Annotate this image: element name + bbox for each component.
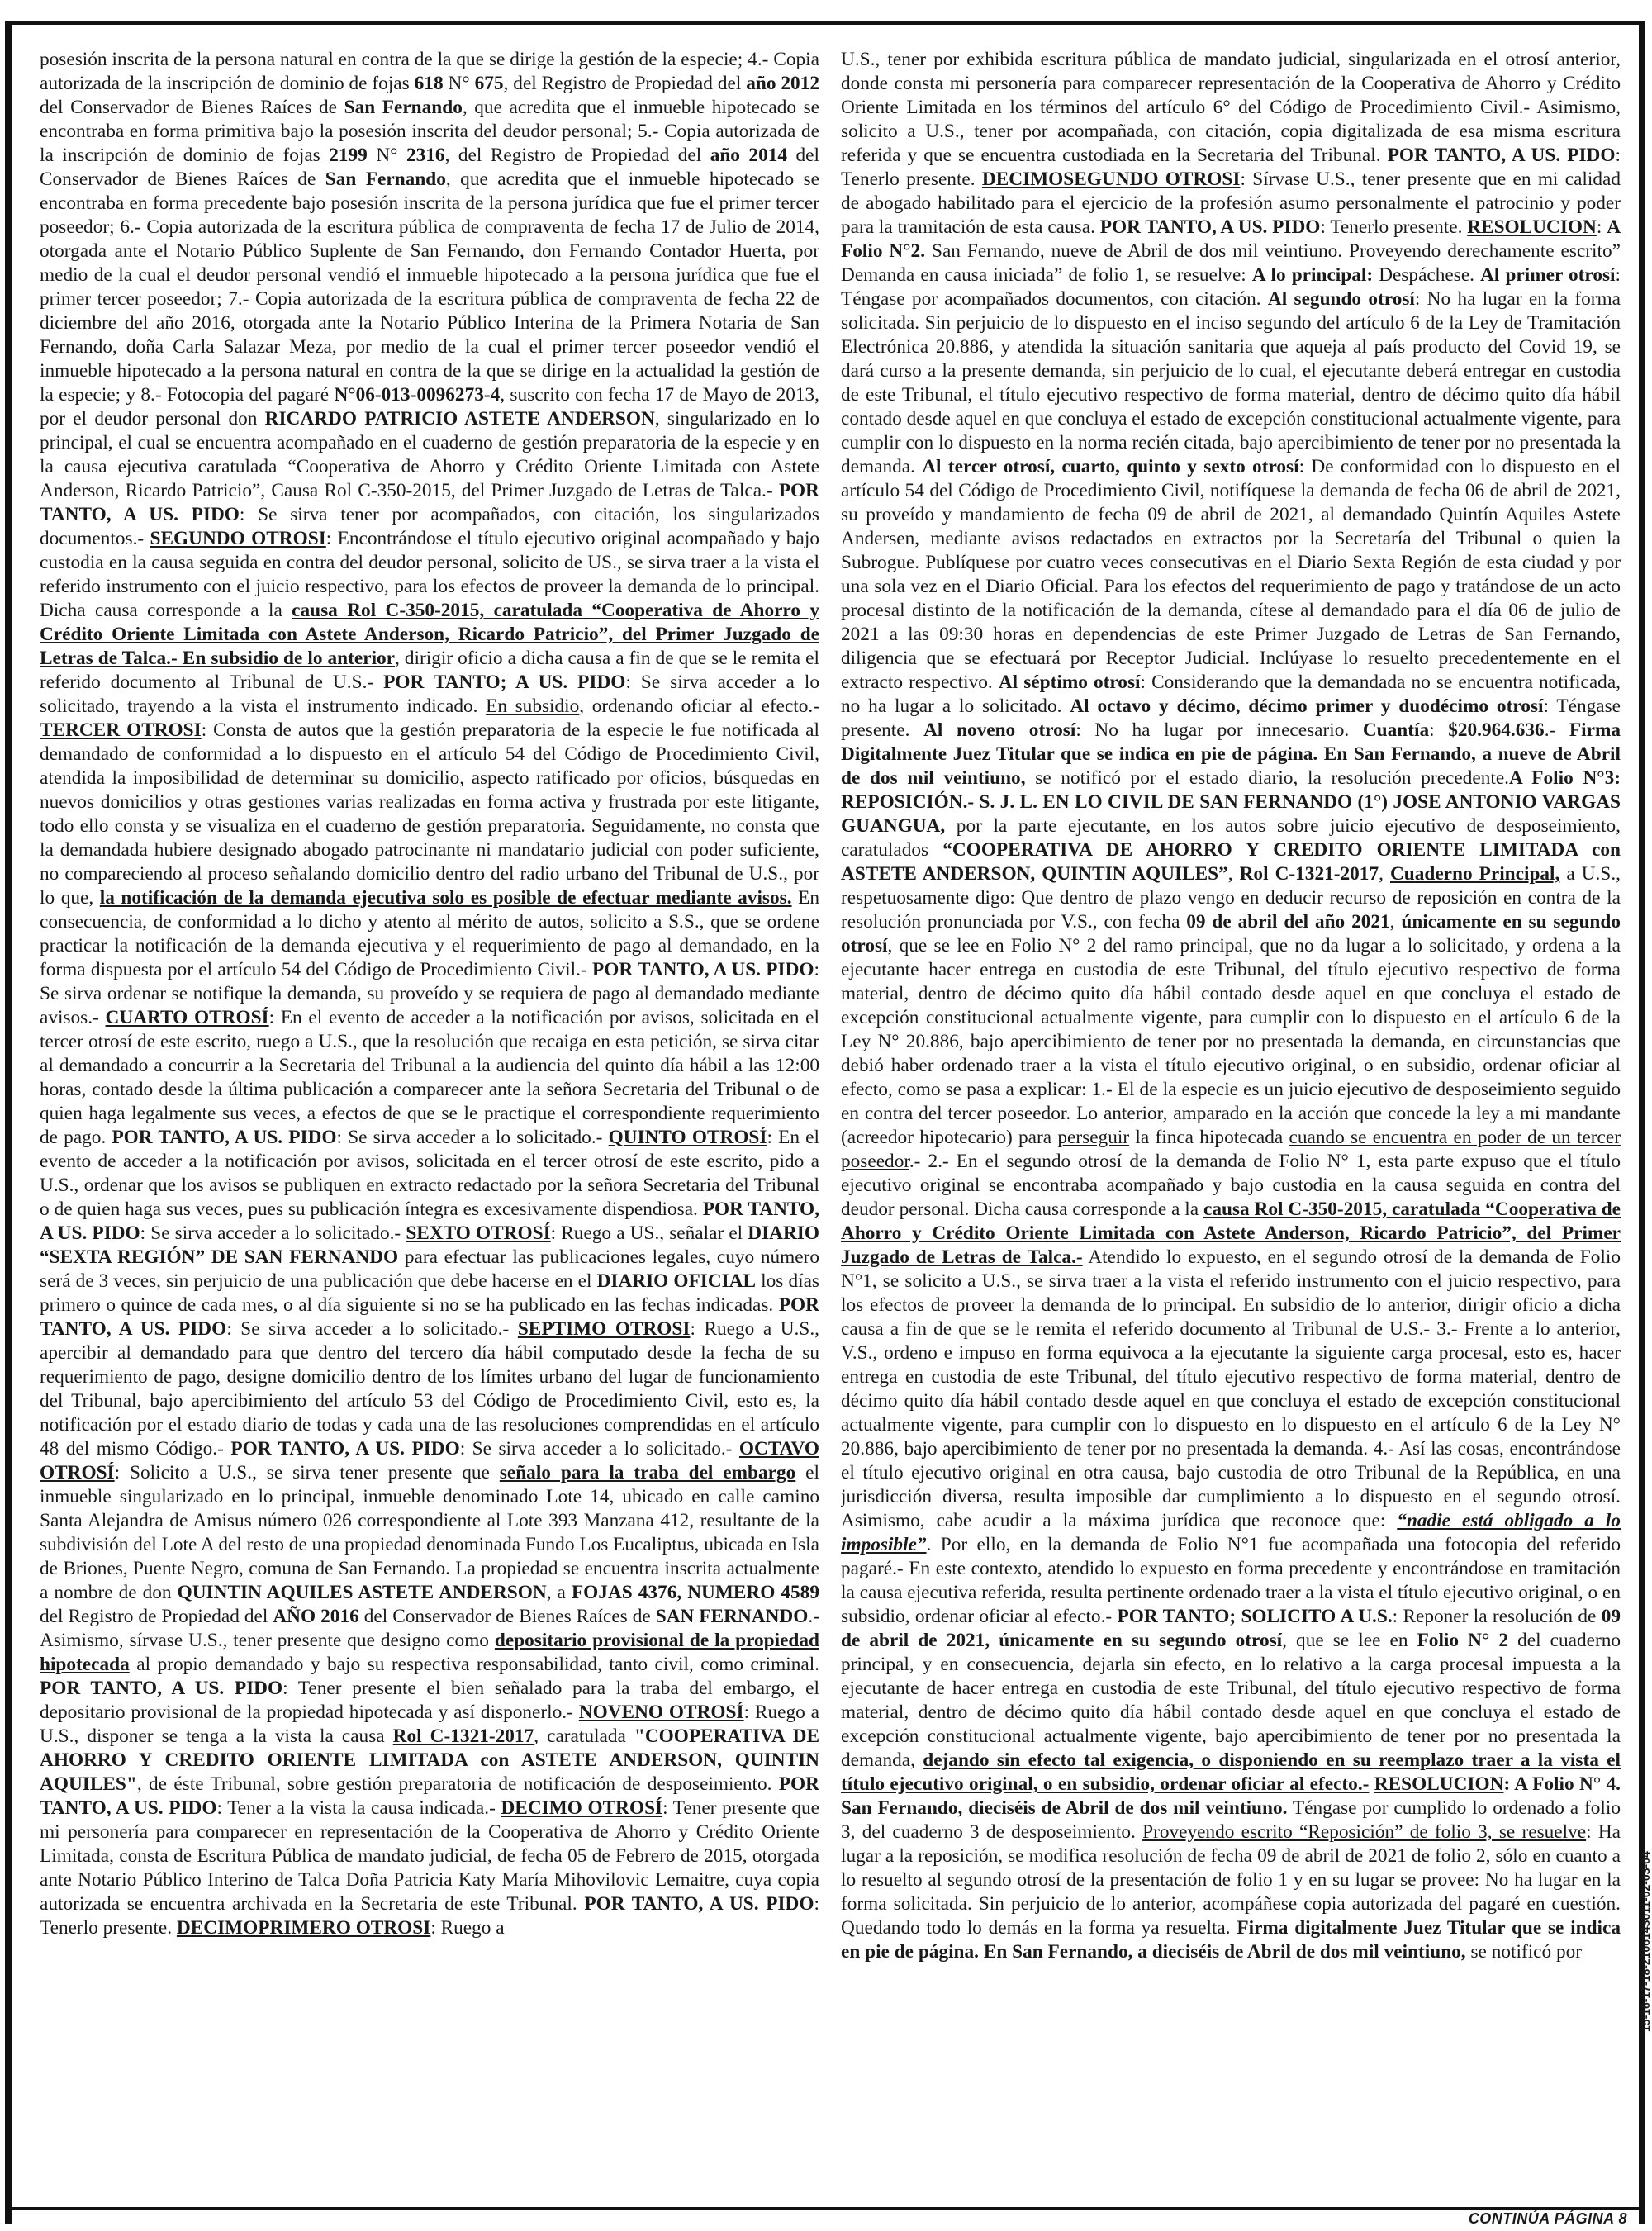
right-column-run: Despáchese. [1373,264,1481,286]
side-code: 15-16-17-18-2106143011-02-03-04 [1639,1851,1652,2032]
right-column-run: Téngase por cumplido lo ordenado a folio 3, del cuaderno 3 de desposeimiento. [841,1797,1621,1843]
right-column-run: .- 2.- En el segundo otrosí de la demanda de Folio N° 1, esta parte expuso que el título ejecutivo original se encontraba acompañado y bajo custodia en la causa seguida en contra del deudor personal. Dicha causa corresponde a la [841,1151,1621,1220]
left-column-run: : En el evento de acceder a la notificación por avisos, solicitada en el tercer otrosí de este escrito, ruego a U.S., que la resolución que recaiga en esta petición, se sirva citar al demandado a concurrir a la Secretaria del Tribunal a la audiencia del quinto día hábil a las 12:00 horas, contado desde la última publicación a comparecer ante la señora Secretaria del Tribunal o de quien haga legalmente sus veces, a efectos de que se le practique el correspondiente requerimiento de pago. [40,1007,819,1148]
left-column-run: : Tener presente el bien señalado para la traba del embargo, el depositario provisional de la propiedad hipotecada y así disponerlo.- [40,1678,819,1723]
left-column-run: , ordenando oficiar al efecto.- [579,695,819,717]
left-column-run: DIARIO “SEXTA REGIÓN” DE SAN FERNANDO [40,1222,819,1268]
left-column-run: "COOPERATIVA DE AHORRO Y CREDITO ORIENTE LIMITADA con ASTETE ANDERSON, QUINTIN AQUILES" [40,1725,819,1795]
left-column-run: , a [546,1582,572,1603]
right-column-run: : De conformidad con lo dispuesto en el artículo 54 del Código de Procedimiento Civil, notifíquese la demanda de fecha 06 de abril de 2021, su proveído y mandamiento de fecha 09 de abril de 2021, al demandado Quintín Aquiles Astete Andersen, mediante avisos redactados en extractos por la Secretaría del Tribunal o quien la Subrogue. Publíquese por cuatro veces consecutivas en el Diario Sexta Región de esta ciudad y por una sola vez en el Diario Oficial. Para los efectos del requerimiento de pago y tratándose de un acto procesal distinto de la notificación de la demanda, cítese al demandado para el día 06 de julio de 2021 a las 09:30 horas en dependencias de este Primer Juzgado de Letras de San Fernando, diligencia que se efectuará por Receptor Judicial. Inclúyase lo resuelto precedentemente en el extracto respectivo. [841,456,1621,693]
right-column-run: , [1227,863,1240,885]
right-column-run: Al séptimo otrosí [998,672,1141,693]
right-column-run: Atendido lo expuesto, en el segundo otrosí de la demanda de Folio N°1, se solicito a U.S., se sirva traer a la vista el referido instrumento con el juicio respectivo, para los efectos de proveer la demanda de lo principal. En subsidio de lo anterior, dirigir oficio a dicha causa a fin de que se le remita el referido documento al Tribunal de U.S.- 3.- Frente a lo anterior, V.S., ordeno e impuso en forma equivoca a la ejecutante la siguiente carga procesal, esto es, hacer entrega en custodia de este Tribunal, del título ejecutivo respectivo de forma material, dentro de décimo quito día hábil contado desde aquel en que concluya el estado de excepción constitucional actualmente vigente, para cumplir con lo dispuesto en lo dispuesto en el artículo 6 de la Ley N° 20.886, bajo apercibimiento de tener por no presentada la demanda. 4.- Así las cosas, encontrándose el título ejecutivo original en otra causa, bajo custodia de otro Tribunal de la República, en una jurisdicción diversa, resulta imposible dar cumplimiento a lo dispuesto en el segundo otrosí. Asimismo, cabe acudir a la máxima jurídica que reconoce que: [841,1246,1621,1531]
left-column-run: : Ruego a US., señalar el [550,1222,748,1244]
left-column-run: N° [443,73,475,94]
left-column-run: depositario provisional de la propiedad hipotecada [40,1630,819,1675]
left-column-run: QUINTIN AQUILES ASTETE ANDERSON [177,1582,547,1603]
right-column-run: la finca hipotecada [1129,1127,1289,1148]
right-column-run: , que se lee en [1282,1630,1417,1651]
right-column-run: únicamente en su segundo otrosí [841,911,1621,956]
left-column-run: : Se sirva acceder a lo solicitado.- [336,1127,609,1148]
right-column-run: : Tenerlo presente. [1320,216,1468,238]
left-column-run: POR TANTO, A US. PIDO [230,1438,460,1460]
left-column-run: DIARIO OFICIAL [596,1270,757,1292]
left-column-run: , caratulada [534,1725,634,1747]
left-column-run: SAN FERNANDO [655,1606,809,1627]
right-column-run: A Folio N°2. [841,216,1621,262]
left-column-run: : Solicito a U.S., se sirva tener presente que [114,1462,500,1483]
left-column-run: N°06-013-0096273-4 [334,384,501,406]
left-column-run: San Fernando [344,97,463,118]
left-column-run: 2199 [329,145,368,166]
left-column [40,48,819,2187]
right-column-run: Al noveno otrosí [923,719,1076,741]
left-column-run: : Tenerlo presente. [40,1893,819,1939]
left-column-run: del Conservador de Bienes Raíces de [358,1606,656,1627]
left-column-run: : Se sirva acceder a lo solicitado, trayendo a la vista el instrumento indicado. [40,672,819,717]
right-column-text [841,48,1621,1964]
right-column-run: Al segundo otrosí [1267,288,1415,310]
left-column-run: : Ruego a U.S., disponer se tenga a la vista la causa [40,1702,819,1747]
right-column-run: RESOLUCION [1467,216,1597,238]
right-column-run: POR TANTO, A US. PIDO [1099,216,1321,238]
right-column-run: Folio N° 2 [1417,1630,1508,1651]
right-column-run: , que se lee en Folio N° 2 del ramo principal, que no da lugar a lo solicitado, y ordena a la ejecutante hacer entrega en custodia de este Tribunal, del título ejecutivo respectivo de forma material, dentro de décimo quito día hábil contado desde aquel en que concluya el estado de excepción constitucional actualmente vigente, para cumplir con lo dispuesto en el artículo 6 de la Ley N° 20.886, bajo apercibimiento de tener por no presentada la demanda, en circunstancias que debió haber ordenado traer a la vista el título ejecutivo original, o en subsidio, ordenar oficiar al efecto, como se pasa a explicar: 1.- El de la especie es un juicio ejecutivo de desposeimiento seguido en contra del tercer poseedor. Lo anterior, amparado en la acción que concede la ley a mi mandante (acreedor hipotecario) para [841,935,1621,1148]
left-column-run: : Se sirva acceder a lo solicitado.- [459,1438,739,1460]
right-column-run: Cuaderno Principal, [1389,863,1560,885]
right-column-run: Rol C-1321-2017 [1239,863,1379,885]
left-column-run: POR TANTO, A US. PIDO [40,1773,819,1819]
right-column-run: . Por ello, en la demanda de Folio N°1 fue acompañada una fotocopia del referido pagaré.- En este contexto, atendido lo expuesto en forma precedente y encontrándose en tramitación la causa ejecutiva referida, resulta pertinente ordenado traer a la vista el título ejecutivo original, o en subsidio, ordenar oficiar al efecto.- [841,1534,1621,1627]
left-column-run: : Se sirva ordenar se notifique la demanda, su proveído y se requiera de pago al demandado mediante avisos.- [40,959,819,1028]
right-column-run: , [1389,911,1402,933]
right-column-run: : A Folio N° 4. San Fernando, dieciséis de Abril de dos mil veintiuno. [841,1773,1621,1819]
left-column-text [40,48,819,1940]
left-column-run: SEPTIMO OTROSI [517,1318,691,1340]
right-column-run: Firma digitalmente Juez Titular que se indica en pie de página. En San Fernando, a dieciséis de Abril de dos mil veintiuno, [841,1917,1621,1963]
right-column-run: : Reponer la resolución de [1392,1606,1602,1627]
left-column-run: 675 [474,73,504,94]
right-column-run: : No ha lugar por innecesario. [1075,719,1363,741]
left-column-run: NOVENO OTROSÍ [578,1702,744,1723]
left-column-run: POR TANTO; A US. PIDO [383,672,626,693]
right-column-run: : Ha lugar a la reposición, se modifica resolución de fecha 09 de abril de 2021 de folio 2, sólo en cuanto a lo resuelto al segundo otrosí de la presentación de folio 1 y en su lugar se provee: No ha lugar en la forma solicitada. Sin perjuicio de lo anterior, acompáñese copia autorizada del pagaré en cuestión. Quedando todo lo demás en la forma ya resuelta. [841,1821,1621,1939]
right-column-run: : Considerando que la demandada no se encuentra notificada, no ha lugar a lo solicitado. [841,672,1621,717]
left-column-run: , del Registro de Propiedad del [444,145,710,166]
left-column-run: , del Registro de Propiedad del [503,73,747,94]
right-column-run: : Tenerlo presente. [841,145,1621,190]
left-column-run: POR TANTO, A US. PIDO [584,1893,814,1915]
left-column-run: al propio demandado y bajo su respectiva responsabilidad, tanto civil, como criminal. [129,1654,819,1675]
left-column-run: , singularizado en lo principal, el cual se encuentra acompañado en el cuaderno de gestión preparatoria de la especie y en la causa ejecutiva caratulada “Cooperativa de Ahorro y Crédito Oriente Limitada con Astete Anderson, Ricardo Patricio”, Causa Rol C-350-2015, del Primer Juzgado de Letras de Talca.- [40,408,819,501]
right-column-run: San Fernando, nueve de Abril de dos mil veintiuno. Proveyendo derechamente escrito” Demanda en causa iniciada” de folio 1, se resuelve: [841,240,1621,286]
left-column-run: , de éste Tribunal, sobre gestión preparatoria de notificación de desposeimiento. [136,1773,779,1795]
left-column-run: POR TANTO, A US. PIDO [40,1678,283,1699]
right-column-run: 09 de abril del año 2021 [1186,911,1390,933]
left-column-run: , suscrito con fecha 17 de Mayo de 2013, por el deudor personal don [40,384,819,430]
left-column-run: : Tener a la vista la causa indicada.- [216,1797,501,1819]
left-column-run: N° [367,145,406,166]
right-column-run: a U.S., respetuosamente digo: Que dentro de plazo vengo en deducir recurso de reposición en contra de la resolución pronunciada por V.S., con fecha [841,863,1621,933]
left-column-run: Rol C-1321-2017 [392,1725,534,1747]
left-column-run: FOJAS 4376, NUMERO 4589 [571,1582,819,1603]
left-column-run: : En el evento de acceder a la notificación por avisos, solicitada en el tercer otrosí de este escrito, pido a U.S., ordenar que los avisos se publiquen en extracto redactado por la señora Secretaria del Tribunal o de quien haga sus veces, pues su publicación íntegra es excesivamente dispendiosa. [40,1127,819,1220]
left-column-run: POR TANTO, A US. PIDO [40,480,819,525]
right-column-run: “nadie está obligado a lo imposible” [841,1510,1621,1555]
right-column-run: se notificó por [1465,1941,1583,1963]
left-column-run: TERCER OTROSI [40,719,202,741]
left-column-run: : Encontrándose el título ejecutivo original acompañado y bajo custodia en la causa seguida en contra del deudor personal, solicito de US., se sirva traer a la vista el referido instrumento con el juicio respectivo, para los efectos de proveer la demanda de lo principal. Dicha causa corresponde a la [40,528,819,621]
right-column-run: Proveyendo escrito “Reposición” de folio 3, se resuelve [1142,1821,1587,1843]
left-column-run: DECIMOPRIMERO OTROSI [176,1917,431,1939]
right-column-run: .- [1544,719,1569,741]
left-column-run: causa Rol C-350-2015, caratulada “Cooperativa de Ahorro y Crédito Oriente Limitada con Astete Anderson, Ricardo Patricio”, del Primer Juzgado de Letras de Talca.- En subsidio de lo anterior [40,600,819,669]
left-column-run: del Conservador de Bienes Raíces de [40,97,344,118]
left-column-run: el inmueble singularizado en lo principal, inmueble denominado Lote 14, ubicado en calle camino Santa Alejandra de Amisus número 026 correspondiente al Lote 393 Manzana 412, resultante de la subdivisión del Lote A del resto de una propiedad denominada Fundo Los Eucaliptus, ubicada en Isla de Briones, Puente Negro, comuna de San Fernando. La propiedad se encuentra inscrita actualmente a nombre de don [40,1462,819,1603]
right-column-run: : Sírvase U.S., tener presente que en mi calidad de abogado habilitado para el ejercicio de la profesión asumo personalmente el patrocinio y poder para la tramitación de esta causa. [841,169,1621,238]
left-column-run: .- Asimismo, sírvase U.S., tener presente que designo como [40,1606,819,1651]
right-column-run: perseguir [1057,1127,1130,1148]
left-column-run: : Ruego a [430,1917,505,1939]
left-column-run: : Consta de autos que la gestión preparatoria de la especie le fue notificada al demandado de conformidad a lo dispuesto en el artículo 54 del Código de Procedimiento Civil, atendida la imposibilidad de determinar su domicilio, aspecto ratificado por oficios, búsquedas en nuevos domicilios y otras gestiones varias realizadas en forma activa y frustrada por este litigante, todo ello consta y se visualiza en el cuaderno de gestión preparatoria. Seguidamente, no consta que la demandada hubiere designado abogado patrocinante ni mandatario judicial con poder suficiente, no compareciendo al proceso señalando domicilio dentro del radio urbano del Tribunal de U.S., por lo que, [40,719,819,909]
left-column-run: año 2012 [746,73,819,94]
right-column-run: Al tercer otrosí, cuarto, quinto y sexto otrosí [922,456,1299,477]
footer-rule [12,2207,1640,2210]
left-column-run: SEXTO OTROSÍ [406,1222,551,1244]
right-column-run: : Téngase presente. [841,695,1621,741]
right-column-run: , [1379,863,1390,885]
left-column-run: : Se sirva acceder a lo solicitado.- [226,1318,518,1340]
left-column-run: : Ruego a U.S., apercibir al demandado para que dentro del tercero día hábil computado desde la fecha de su requerimiento de pago, designe domicilio dentro de los límites urbano del lugar de funcionamiento del Tribunal, bajo apercibimiento del artículo 53 del Código de Procedimiento Civil, esto es, la notificación por el estado diario de todas y cada una de las resoluciones comprendidas en el artículo 48 del mismo Código.- [40,1318,819,1460]
left-column-run: del Registro de Propiedad del [40,1606,273,1627]
right-column-run: A lo principal: [1251,264,1374,286]
left-column-run: POR TANTO, A US. PIDO [591,959,814,980]
left-column-run: del Conservador de Bienes Raíces de [40,145,819,190]
left-column-run: OCTAVO OTROSÍ [40,1438,819,1483]
right-column-run: : Téngase por acompañados documentos, con citación. [841,264,1621,310]
left-column-run: , que acredita que el inmueble hipotecado se encontraba en forma precedente bajo posesión inscrita de la persona jurídica que fue el primer tercer poseedor; 6.- Copia autorizada de la escritura pública de compraventa de fecha 17 de Julio de 2014, otorgada ante el Notario Público Suplente de San Fernando, don Fernando Contador Huerta, por medio de la cual el deudor personal vendió el inmueble hipotecado a la persona jurídica que fue el primer tercer poseedor; 7.- Copia autorizada de la escritura pública de compraventa de fecha 22 de diciembre del año 2016, otorgada ante la Notario Público Interina de la Primera Notaria de San Fernando, doña Carla Salazar Meza, por medio de la cual el primer tercer poseedor vendió el inmueble hipotecado a la persona natural en contra de la que se dirige en la actualidad la gestión de la especie; y 8.- Fotocopia del pagaré [40,169,819,406]
left-column-run: señalo para la traba del embargo [499,1462,796,1483]
left-column-run: En subsidio [486,695,580,717]
left-column-run: 2316 [406,145,445,166]
left-column-run: la notificación de la demanda ejecutiva solo es posible de efectuar mediante avisos. [99,887,792,909]
left-column-run: RICARDO PATRICIO ASTETE ANDERSON [264,408,655,430]
left-column-run: San Fernando [325,169,446,190]
right-column-run: DECIMOSEGUNDO OTROSI [981,169,1241,190]
right-column-run: POR TANTO, A US. PIDO [1387,145,1616,166]
left-column-run: : Tener presente que mi personería para comparecer en representación de la Cooperativa de Ahorro y Crédito Oriente Limitada, consta de Escritura Pública de mandato judicial, de fecha 05 de Febrero de 2015, otorgada ante Notario Público Interino de Talca Doña Patricia Katy María Mihovilovic Lemaitre, cuya copia autorizada se encuentra archivada en la Secretaria de este Tribunal. [40,1797,819,1915]
left-column-run: año 2014 [710,145,788,166]
right-column-run: U.S., tener por exhibida escritura pública de mandato judicial, singularizada en el otrosí anterior, donde consta mi personería para comparecer representación de la Cooperativa de Ahorro y Crédito Oriente Limitada en los términos del artículo 6° del Código de Procedimiento Civil.- Asimismo, solicito a U.S., tener por acompañada, con citación, copia digitalizada de esa misma escritura referida y que se encuentra custodiada en la Secretaria del Tribunal. [841,49,1621,166]
right-column-run: Al octavo y décimo, décimo primer y duodécimo otrosí [1070,695,1544,717]
right-column-run: por la parte ejecutante, en los autos sobre juicio ejecutivo de desposeimiento, caratulados [841,815,1621,861]
left-column-run: AÑO 2016 [273,1606,359,1627]
right-column-run: “COOPERATIVA DE AHORRO Y CREDITO ORIENTE LIMITADA con ASTETE ANDERSON, QUINTIN AQUILES” [841,839,1621,885]
left-column-run: : Se sirva tener por acompañados, con citación, los singularizados documentos.- [40,504,819,549]
left-column-run: los días primero o quince de cada mes, o al día siguiente si no se ha publicado en las fechas indicadas. [40,1270,819,1316]
right-column-run: del cuaderno principal, y en consecuencia, dejarla sin efecto, en lo relativo a la carga procesal impuesta a la ejecutante de hacer entrega en custodia de este Tribunal, del título ejecutivo respectivo de forma material, dentro de décimo quito día hábil contado desde aquel en que concluya el estado de excepción constitucional actualmente vigente, bajo apercibimiento de tener por no presentada la demanda, [841,1630,1621,1771]
right-column-run: : No ha lugar en la forma solicitada. Sin perjuicio de lo dispuesto en el inciso segundo del artículo 6 de la Ley de Tramitación Electrónica 20.886, y atendida la situación sanitaria que aqueja al país producto del Covid 19, se dará curso a la presente demanda, sin perjuicio de lo cual, el ejecutante deberá entregar en custodia de este Tribunal, el título ejecutivo respectivo de forma material, dentro de décimo quito día hábil contado desde aquel en que concluya el estado de excepción constitucional actualmente vigente, para cumplir con lo dispuesto en la norma recién citada, bajo apercibimiento de tener por no presentada la demanda. [841,288,1621,477]
left-column-run: POR TANTO, A US. PIDO [40,1199,819,1244]
right-column-run: Cuantía [1362,719,1430,741]
left-column-run: DECIMO OTROSÍ [501,1797,663,1819]
left-column-run: En consecuencia, de conformidad a lo dicho y atento al mérito de autos, solicito a S.S., que se ordene practicar la notificación de la demanda ejecutiva y el requerimiento de pago al demandado, en la forma dispuesta por el artículo 54 del Código de Procedimiento Civil.- [40,887,819,980]
right-column-run: Al primer otrosí [1480,264,1616,286]
continua-label: CONTINÚA PÁGINA 8 [1468,2210,1627,2227]
right-column-run: : [1429,719,1449,741]
left-column-run: POR TANTO, A US. PIDO [112,1127,337,1148]
left-column-run: QUINTO OTROSÍ [608,1127,767,1148]
left-column-run: CUARTO OTROSÍ [105,1007,269,1028]
left-column-run: : Se sirva acceder a lo solicitado.- [140,1222,406,1244]
left-column-run: , que acredita que el inmueble hipotecado se encontraba en forma primitiva bajo la posesión inscrita del deudor personal; 5.- Copia autorizada de la inscripción de dominio de fojas [40,97,819,166]
left-column-run: para efectuar las publicaciones legales, cuyo número será de 3 veces, sin perjuicio de una publicación que debe hacerse en el [40,1246,819,1292]
right-column-run: cuando se encuentra en poder de un tercer poseedor [841,1127,1621,1172]
right-column-run: A Folio N°3: REPOSICIÓN.- S. J. L. EN LO CIVIL DE SAN FERNANDO (1°) JOSE ANTONIO VARGAS GUANGUA, [841,767,1621,837]
right-column-run: : [1596,216,1607,238]
right-column-run: POR TANTO; SOLICITO A U.S. [1117,1606,1393,1627]
right-column-run: dejando sin efecto tal exigencia, o disponiendo en su reemplazo traer a la vista el título ejecutivo original, o en subsidio, ordenar oficiar al efecto.- [841,1749,1621,1795]
right-column-run: causa Rol C-350-2015, caratulada “Cooperativa de Ahorro y Crédito Oriente Limitada con Astete Anderson, Ricardo Patricio”, del Primer Juzgado de Letras de Talca.- [841,1199,1621,1268]
right-column-run: se notificó por el estado diario, la resolución precedente. [1025,767,1509,789]
left-column-run: POR TANTO, A US. PIDO [40,1294,819,1340]
right-column-run: RESOLUCION [1374,1773,1504,1795]
right-column [841,48,1621,2187]
right-column-run: $20.964.636 [1448,719,1545,741]
left-column-run: SEGUNDO OTROSI [150,528,326,549]
left-column-run: 618 [414,73,444,94]
right-column-run: 09 de abril de 2021, únicamente en su segundo otrosí [841,1606,1621,1651]
right-column-run: Firma Digitalmente Juez Titular que se indica en pie de página. En San Fernando, a nueve de Abril de dos mil veintiuno, [841,719,1621,789]
left-column-run: posesión inscrita de la persona natural en contra de la que se dirige la gestión de la especie; 4.- Copia autorizada de la inscripción de dominio de fojas [40,49,819,94]
left-column-run: , dirigir oficio a dicha causa a fin de que se le remita el referido documento al Tribunal de U.S.- [40,648,819,693]
